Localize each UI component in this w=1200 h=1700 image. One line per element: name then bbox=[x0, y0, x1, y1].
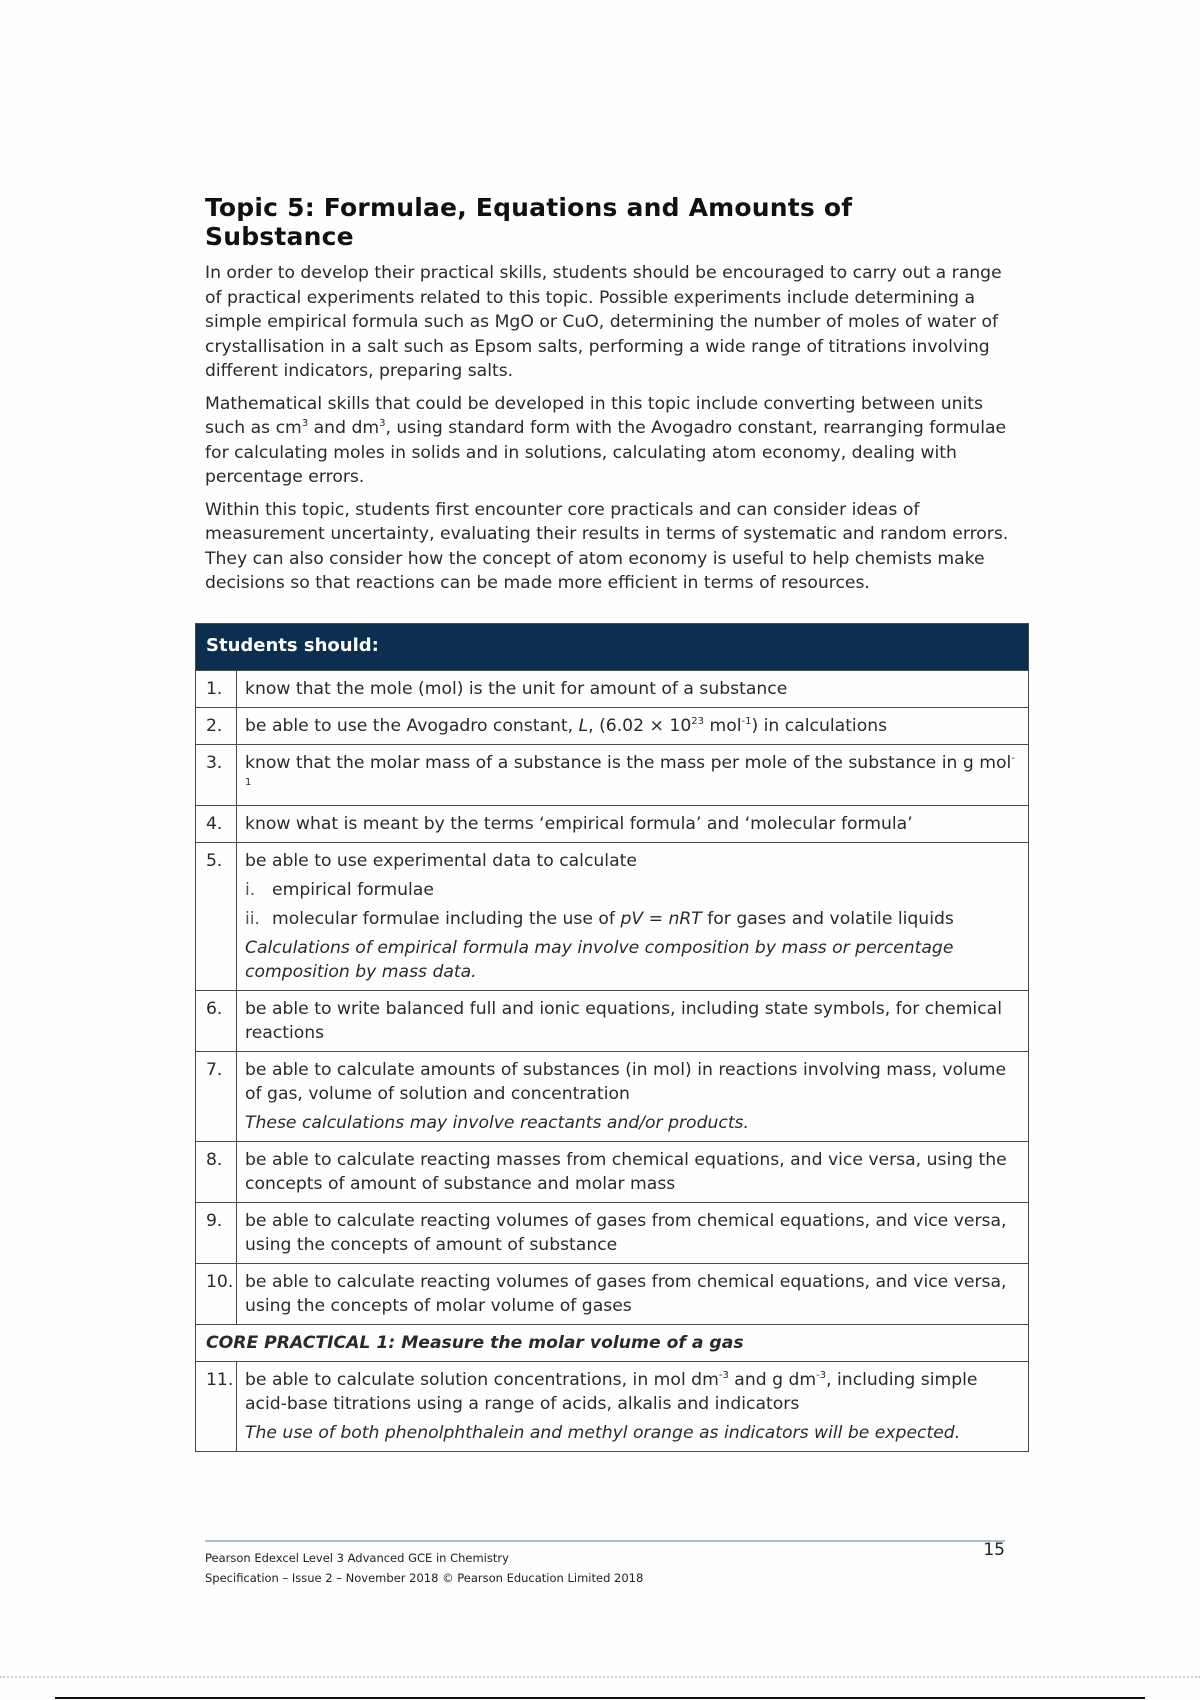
item-text: know that the mole (mol) is the unit for amount of a substance bbox=[237, 671, 1029, 708]
table-header-row bbox=[196, 624, 1029, 671]
topic-section bbox=[205, 193, 1010, 604]
dotted-divider bbox=[0, 1676, 1200, 1678]
specification-table bbox=[195, 623, 1029, 1452]
item-number: 9. bbox=[196, 1203, 237, 1264]
sub-item-ii: ii. molecular formulae including the use of pV = nRT for gases and volatile liquids bbox=[245, 909, 954, 929]
table-row bbox=[196, 806, 1029, 843]
item-text: be able to calculate reacting volumes of gases from chemical equations, and vice versa, using the concepts of amount of substance bbox=[237, 1203, 1029, 1264]
table-row bbox=[196, 843, 1029, 991]
table-row bbox=[196, 1362, 1029, 1452]
table-row bbox=[196, 1052, 1029, 1142]
item-note: These calculations may involve reactants and/or products. bbox=[245, 1113, 749, 1133]
item-number: 4. bbox=[196, 806, 237, 843]
table-header: Students should: bbox=[196, 624, 1029, 671]
table-row bbox=[196, 671, 1029, 708]
page-number: 15 bbox=[983, 1540, 1005, 1560]
item-number: 10. bbox=[196, 1264, 237, 1325]
table-row bbox=[196, 1264, 1029, 1325]
intro-text bbox=[205, 261, 1010, 596]
item-number: 2. bbox=[196, 708, 237, 745]
core-practical-row bbox=[196, 1325, 1029, 1362]
intro-paragraph-practical: In order to develop their practical skills, students should be encouraged to carry out a range of practical experiments related to this topic. Possible experiments include determining a simple empirical formula such as MgO or CuO, determining the number of moles of water of crystallisation in a salt such as Epsom salts, performing a wide range of titrations involving different indicators, preparing salts. bbox=[205, 263, 1002, 381]
page-footer bbox=[205, 1540, 1005, 1588]
item-text: know what is meant by the terms ‘empirical formula’ and ‘molecular formula’ bbox=[237, 806, 1029, 843]
intro-paragraph-math: Mathematical skills that could be developed in this topic include converting between units such as $cm^3$ and $dm^3$, using standard form with the Avogadro constant, rearranging formulae for calculating moles in solids and in solutions, calculating atom economy, dealing with percentage errors. bbox=[205, 393, 1007, 487]
item-text: be able to calculate reacting volumes of gases from chemical equations, and vice versa, using the concepts of molar volume of gases bbox=[237, 1264, 1029, 1325]
item-text: be able to calculate reacting masses from chemical equations, and vice versa, using the concepts of amount of substance and molar mass bbox=[237, 1142, 1029, 1203]
item-number: 7. bbox=[196, 1052, 237, 1142]
item-text: be able to write balanced full and ionic equations, including state symbols, for chemical reactions bbox=[237, 991, 1029, 1052]
table-row bbox=[196, 991, 1029, 1052]
table-row bbox=[196, 745, 1029, 806]
footer-qualification: Pearson Edexcel Level 3 Advanced GCE in Chemistry bbox=[205, 1551, 509, 1565]
bottom-rule bbox=[55, 1697, 1145, 1699]
footer-specification: Specification – Issue 2 – November 2018 © Pearson Education Limited 2018 bbox=[205, 1571, 644, 1585]
item-text: be able to calculate solution concentrations, in mol $dm^{-3}$ and g $dm^{-3}$, including simple acid-base titrations using a range of acids, alkalis and indicators The use of both phenolphthalein and methyl orange as indicators will be expected. bbox=[237, 1362, 1029, 1452]
table-row bbox=[196, 708, 1029, 745]
item-number: 8. bbox=[196, 1142, 237, 1203]
item-number: 3. bbox=[196, 745, 237, 806]
table-row bbox=[196, 1142, 1029, 1203]
core-practical-label: CORE PRACTICAL 1: Measure the molar volume of a gas bbox=[196, 1325, 1029, 1362]
item-number: 1. bbox=[196, 671, 237, 708]
item-number: 5. bbox=[196, 843, 237, 991]
item-text: know that the molar mass of a substance is the mass per mole of the substance in g mol$^{-1}$ bbox=[237, 745, 1029, 806]
intro-paragraph-core: Within this topic, students first encounter core practicals and can consider ideas of measurement uncertainty, evaluating their results in terms of systematic and random errors. They can also consider how the concept of atom economy is useful to help chemists make decisions so that reactions can be made more efficient in terms of resources. bbox=[205, 499, 1009, 593]
sub-item-i: i. empirical formulae bbox=[245, 880, 434, 900]
item-text: be able to calculate amounts of substances (in mol) in reactions involving mass, volume of gas, volume of solution and concentration These calculations may involve reactants and/or products. bbox=[237, 1052, 1029, 1142]
item-number: 6. bbox=[196, 991, 237, 1052]
item-note: The use of both phenolphthalein and methyl orange as indicators will be expected. bbox=[245, 1423, 961, 1443]
item-text: be able to use experimental data to calculate i. empirical formulae ii. molecular formulae including the use of pV = nRT for gases and volatile liquids Calculations of empirical formula may involve composition by mass or percentage composition by mass data. bbox=[237, 843, 1029, 991]
table-row bbox=[196, 1203, 1029, 1264]
item-note: Calculations of empirical formula may involve composition by mass or percentage composition by mass data. bbox=[245, 938, 954, 982]
page-title: Topic 5: Formulae, Equations and Amounts of Substance bbox=[205, 193, 853, 251]
item-number: 11. bbox=[196, 1362, 237, 1452]
item-text: be able to use the Avogadro constant, L, ($6.02 \times 10^{23}$ mol$^{-1}$) in calculations bbox=[237, 708, 1029, 745]
